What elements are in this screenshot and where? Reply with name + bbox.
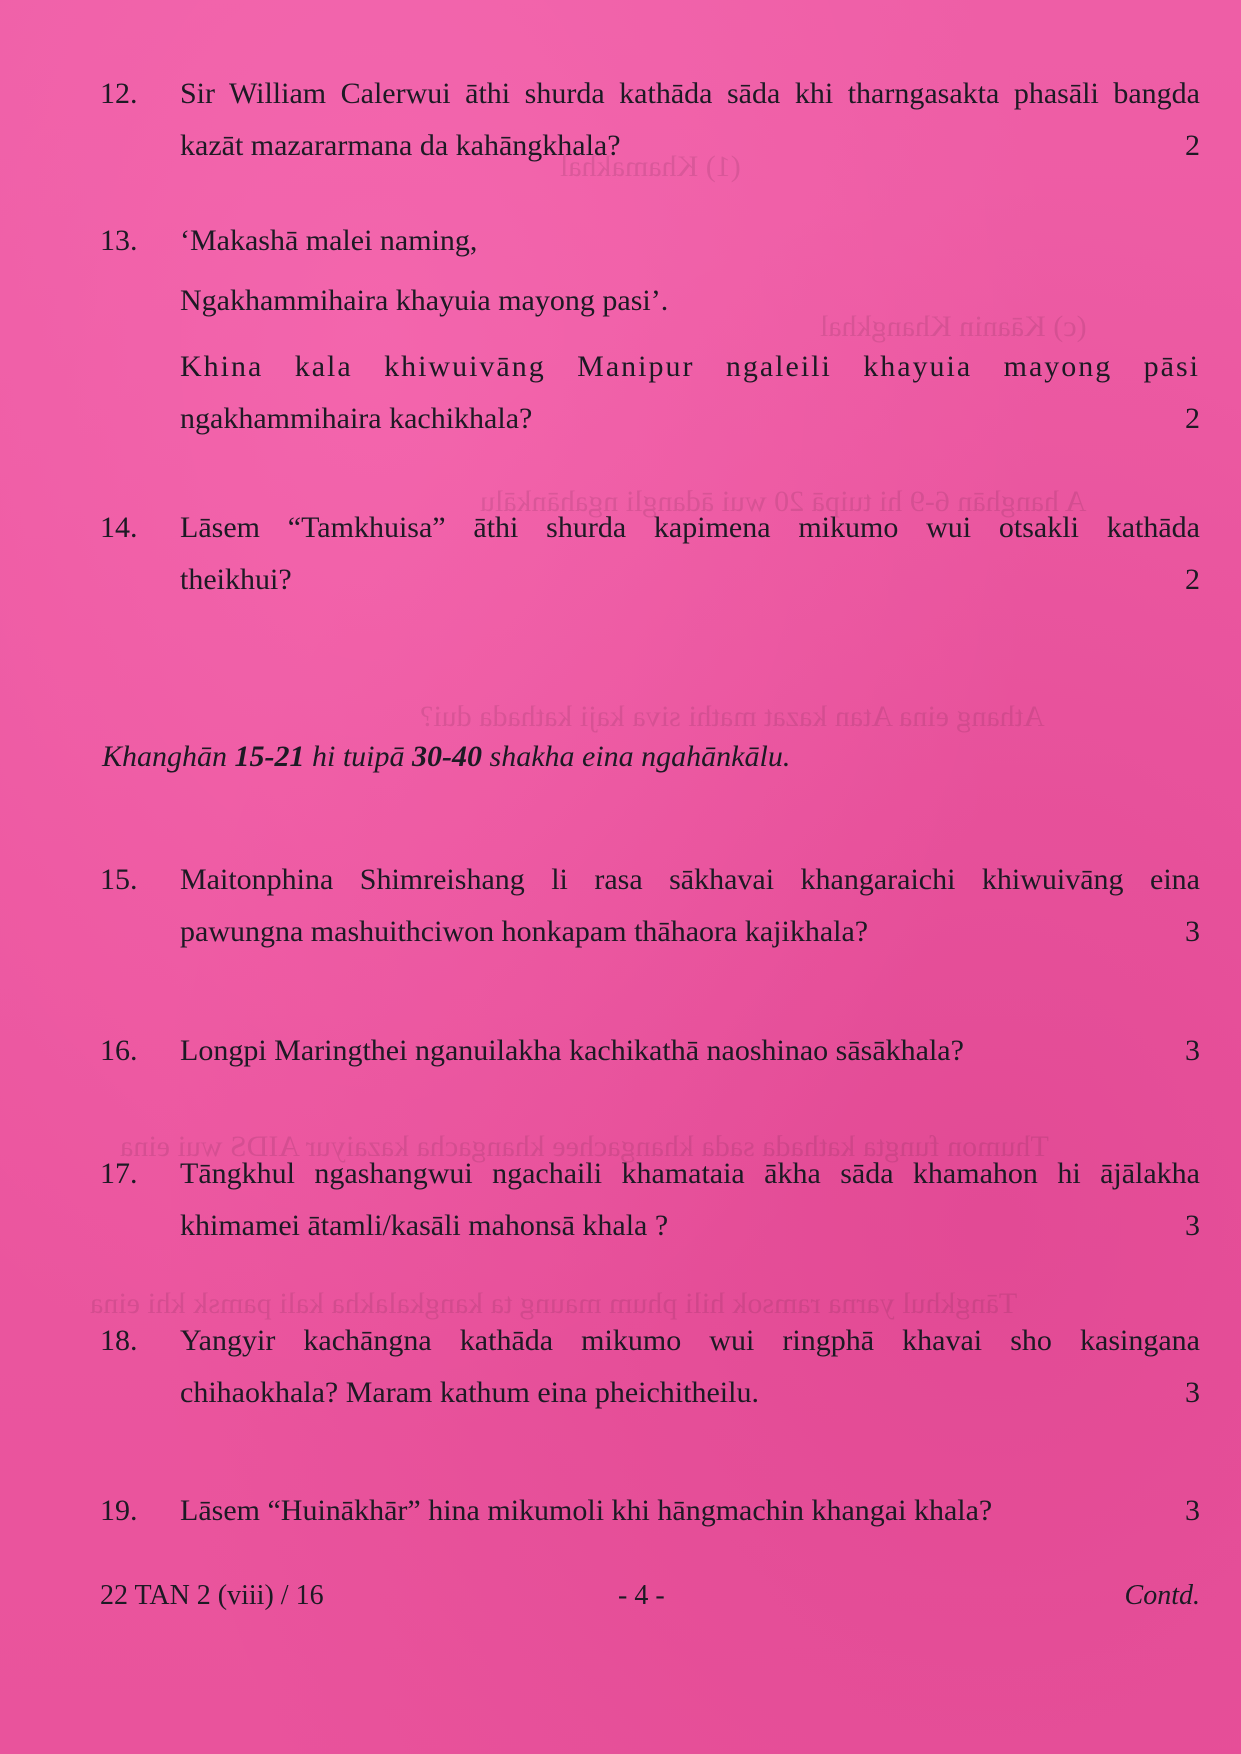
question-text (180, 1148, 1200, 1252)
bleed-through-text: Thumon fungta kathada sada khangachee khangacha kazaiyur AIDS wui eina (120, 1130, 1049, 1163)
instruction-range: 15-21 (234, 740, 305, 773)
question-line: chihaokhala? Maram kathum eina pheichitheilu. (180, 1376, 759, 1409)
question-line: Longpi Maringthei nganuilakha kachikathā naoshinao sāsākhala? (180, 1034, 964, 1067)
question-line: kazāt mazararmana da kahāngkhala? (180, 129, 621, 162)
question-number: 13. (100, 224, 138, 257)
question-number: 12. (100, 77, 138, 110)
question-text (180, 854, 1200, 958)
question-line: ‘Makashā malei naming, (180, 224, 478, 257)
question-line: Sir William Calerwui āthi shurda kathāda sāda khi tharngasakta phasāli bangda (180, 77, 1200, 110)
question-number: 19. (100, 1494, 138, 1527)
marks: 3 (1185, 1209, 1200, 1242)
question-text (180, 1025, 1200, 1077)
question-number: 17. (100, 1157, 138, 1190)
question-16 (100, 1025, 1200, 1077)
marks: 2 (1185, 129, 1200, 162)
marks: 3 (1185, 915, 1200, 948)
question-number: 14. (100, 511, 138, 544)
question-line: Lāsem “Tamkhuisa” āthi shurda kapimena mikumo wui otsakli kathāda (180, 511, 1200, 544)
question-line: Tāngkhul ngashangwui ngachaili khamataia ākha sāda khamahon hi ājālakha (180, 1157, 1200, 1190)
question-19 (100, 1485, 1200, 1537)
bleed-through-text: A hanghān 6-9 hi tuipā 20 wui ādangli ngahānkālu (480, 485, 1087, 518)
instruction-text: shakha eina ngahānkālu. (482, 740, 791, 773)
question-line: pawungna mashuithciwon honkapam thāhaora kajikhala? (180, 915, 869, 948)
bleed-through-text: Athang eina Atan kazat mathi siva kaji kathada dui? (420, 700, 1045, 733)
question-15 (100, 854, 1200, 958)
instruction-text: Khanghān (102, 740, 235, 773)
page-number: - 4 - (618, 1580, 665, 1611)
question-text (180, 502, 1200, 606)
question-line: Khina kala khiwuivāng Manipur ngaleili khayuia mayong pāsi (180, 350, 1200, 383)
instruction-word-count: 30-40 (412, 740, 483, 773)
instruction-text: hi tuipā (304, 740, 413, 773)
marks: 3 (1185, 1376, 1200, 1409)
question-text (180, 215, 1200, 445)
bleed-through-text: (c) Kāanin Khangkhal (820, 310, 1087, 343)
question-line: theikhui? (180, 563, 292, 596)
question-text (180, 1485, 1200, 1537)
question-12 (100, 68, 1200, 172)
question-text (180, 1315, 1200, 1419)
question-number: 18. (100, 1324, 138, 1357)
question-line: Lāsem “Huinākhār” hina mikumoli khi hāngmachin khangai khala? (180, 1494, 993, 1527)
question-line: Maitonphina Shimreishang li rasa sākhavai khangaraichi khiwuivāng eina (180, 863, 1200, 896)
question-14 (100, 502, 1200, 606)
marks: 2 (1185, 563, 1200, 596)
question-17 (100, 1148, 1200, 1252)
marks: 3 (1185, 1034, 1200, 1067)
question-number: 16. (100, 1034, 138, 1067)
question-13 (100, 215, 1200, 475)
marks: 3 (1185, 1494, 1200, 1527)
bleed-through-text: Tāngkhul yarna ramsok hili phum maung ta kangkalakha kali pamsk khi eina (90, 1287, 1018, 1320)
question-line: khimamei ātamli/kasāli mahonsā khala ? (180, 1209, 669, 1242)
paper-code: 22 TAN 2 (viii) / 16 (100, 1580, 324, 1611)
question-number: 15. (100, 863, 138, 896)
question-18 (100, 1315, 1200, 1419)
question-line: Ngakhammihaira khayuia mayong pasi’. (180, 284, 669, 317)
bleed-through-text: (1) Khamakhal (560, 150, 741, 183)
continued-label: Contd. (1124, 1580, 1200, 1611)
question-text (180, 68, 1200, 172)
question-line: ngakhammihaira kachikhala? (180, 402, 533, 435)
marks: 2 (1185, 402, 1200, 435)
question-line: Yangyir kachāngna kathāda mikumo wui ringphā khavai sho kasingana (180, 1324, 1200, 1357)
section-instruction (102, 740, 790, 774)
